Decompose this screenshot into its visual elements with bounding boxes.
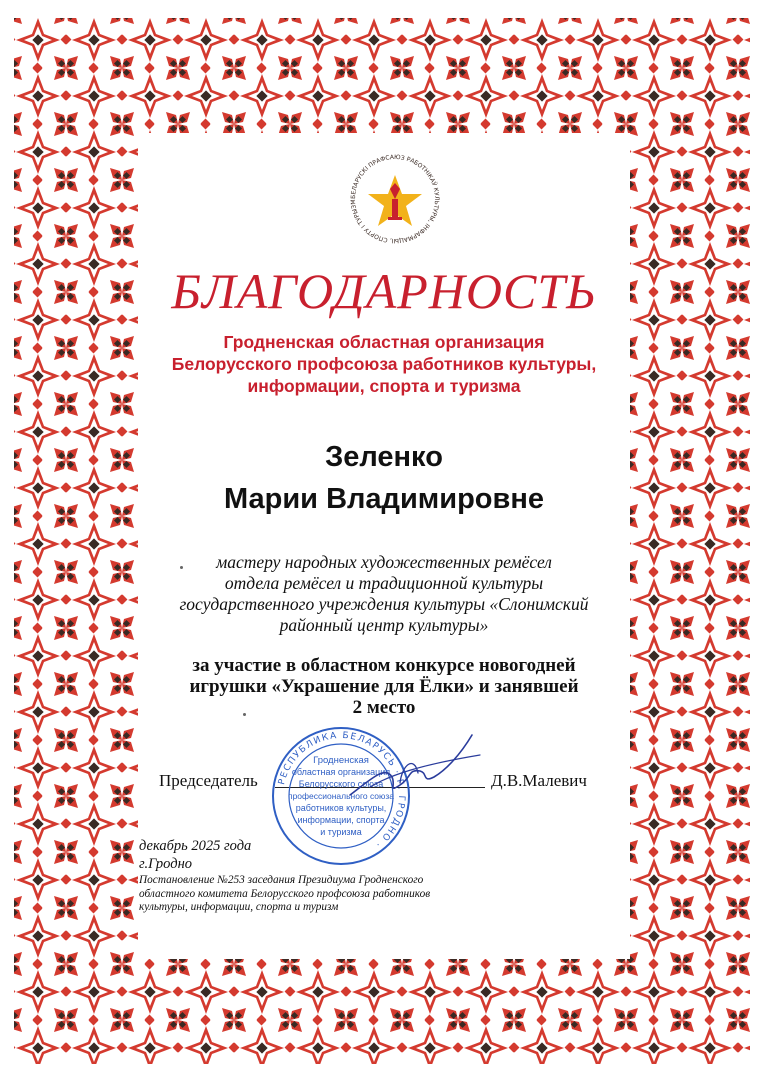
organization-line: Гродненская областная организация [223,332,545,352]
handwritten-signature [330,725,490,815]
decree-line: культуры, информации, спорта и туризм [139,901,339,913]
ink-dot [180,566,183,569]
reason-line: игрушки «Украшение для Ёлки» и занявшей [189,676,579,697]
seal-text-line: информации, спорта [297,815,385,825]
issue-city: г.Гродно [139,856,193,872]
position-line: государственного учреждения культуры «Слонимский [179,594,589,614]
signatory-role: Председатель [159,771,258,790]
recipient-name [150,436,618,520]
reason-line: 2 место [352,697,416,718]
recipient-given-name: Марии Владимировне [224,483,544,515]
award-reason [150,655,618,718]
reason-line: за участие в областном конкурсе новогодней [192,655,576,676]
union-emblem [346,150,444,248]
organization-line: информации, спорта и туризма [247,376,521,396]
seal-text-line: работников культуры, [295,803,387,813]
recipient-surname: Зеленко [325,441,443,473]
seal-text-line: Гродненская [313,755,369,766]
seal-text-line: областная организация [291,767,391,777]
seal-text-line: и туризма [320,827,362,837]
decree-line: областного комитета Белорусского профсоюза работников [139,887,431,900]
seal-text-line: профессионального союза [287,791,395,801]
decree-note [139,874,469,915]
position-line: отдела ремёсел и традиционной культуры [224,573,544,593]
recipient-position [150,552,618,636]
seal-ring-text: РЕСПУБЛИКА БЕЛАРУСЬ · Г. ГРОДНО · [277,730,407,850]
organization-line: Белорусского профсоюза работников культуры, [171,354,597,374]
issue-date: декабрь 2025 года [139,838,252,854]
certificate-title: БЛАГОДАРНОСТЬ [171,263,597,319]
position-line: районный центр культуры» [279,615,489,635]
position-line: мастеру народных художественных ремёсел [216,552,552,572]
ink-dot [243,713,246,716]
organization-name [150,331,618,397]
emblem-ring-text: БЕЛАРУСКІ ПРАФСАЮЗ РАБОТНІКАЎ КУЛЬТУРЫ, ІНФАРМАЦЫІ, СПОРТУ І ТУРЫЗМ [349,153,441,245]
seal-text-line: Белорусского союза [298,779,384,789]
decree-line: Постановление №253 заседания Президиума Гродненского [139,874,424,886]
signatory-name: Д.В.Малевич [491,771,587,790]
